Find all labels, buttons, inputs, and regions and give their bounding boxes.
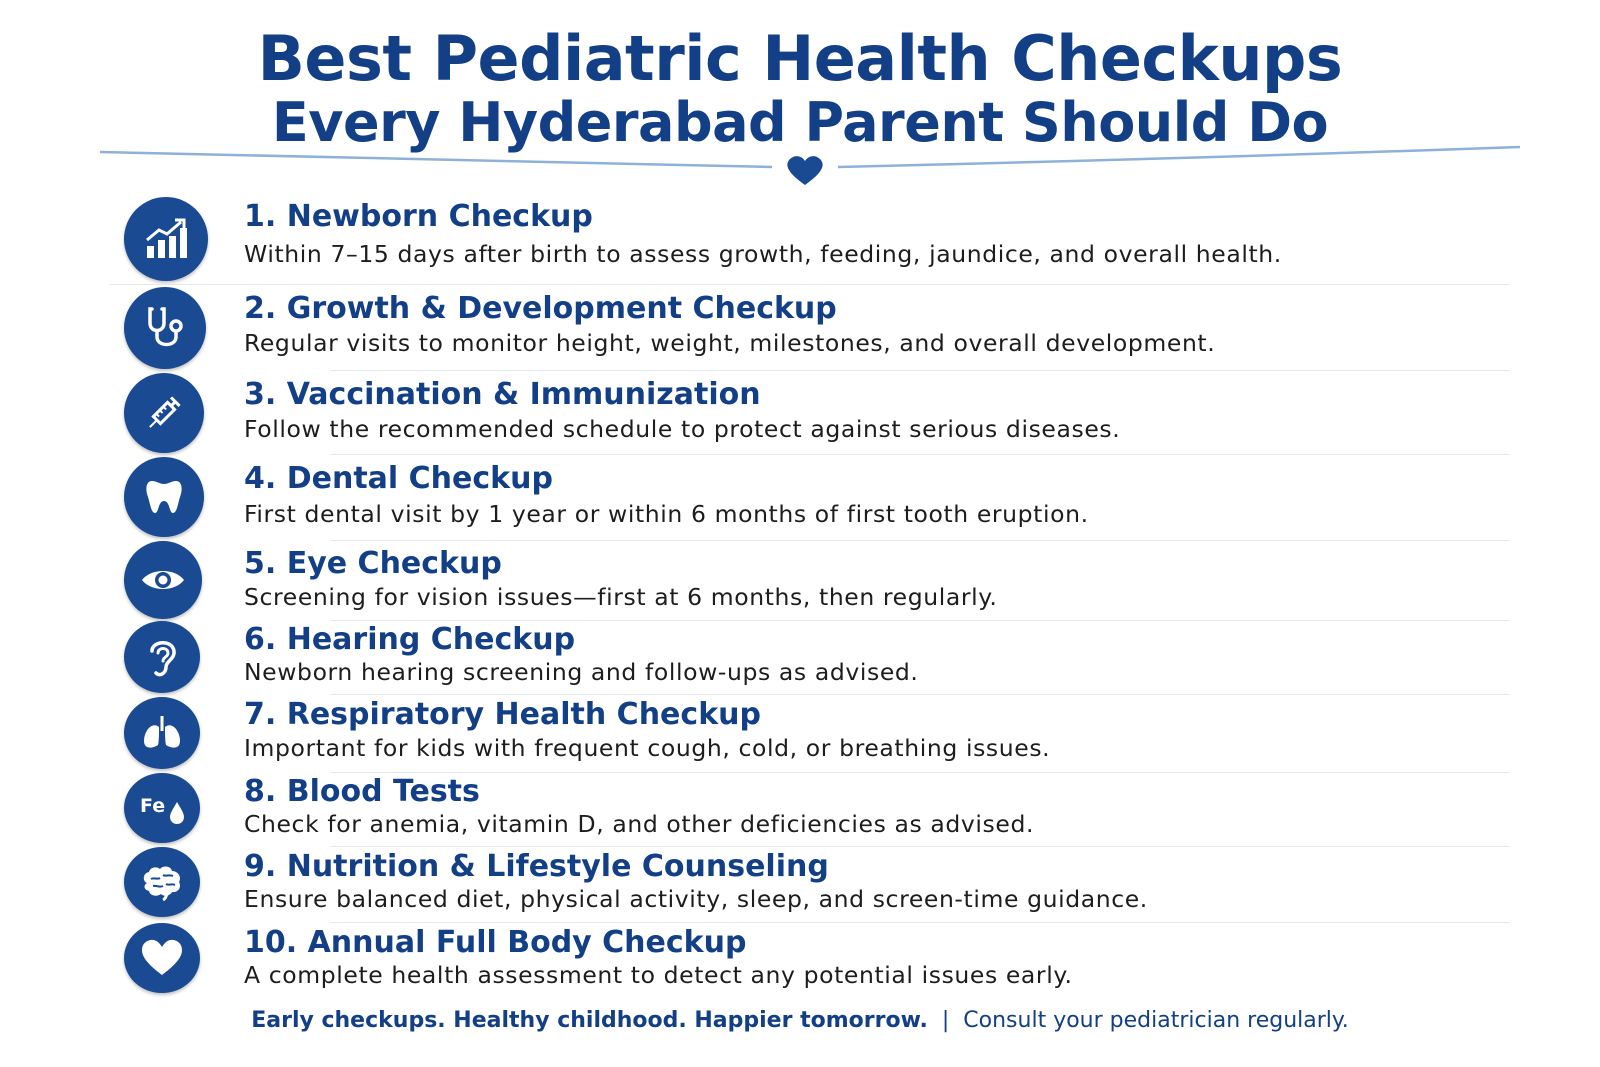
item-title: 6. Hearing Checkup bbox=[244, 622, 576, 657]
checkup-item-10 bbox=[110, 923, 1510, 999]
item-description: A complete health assessment to detect any potential issues early. bbox=[244, 961, 1073, 989]
item-title: 10. Annual Full Body Checkup bbox=[244, 925, 747, 960]
checkup-item-8 bbox=[110, 773, 1510, 847]
item-title: 8. Blood Tests bbox=[244, 774, 480, 809]
footer-note: Consult your pediatrician regularly. bbox=[963, 1008, 1349, 1033]
item-title: 1. Newborn Checkup bbox=[244, 199, 593, 234]
item-title: 3. Vaccination & Immunization bbox=[244, 377, 761, 412]
eye-icon bbox=[124, 541, 202, 619]
growth-chart-icon bbox=[124, 197, 208, 281]
item-description: Within 7–15 days after birth to assess growth, feeding, jaundice, and overall health. bbox=[244, 240, 1282, 268]
checkup-item-1 bbox=[110, 195, 1510, 285]
stethoscope-icon bbox=[124, 287, 206, 369]
heart-divider-icon bbox=[787, 156, 822, 185]
item-title: 4. Dental Checkup bbox=[244, 461, 553, 496]
item-description: Check for anemia, vitamin D, and other deficiencies as advised. bbox=[244, 810, 1035, 838]
item-description: First dental visit by 1 year or within 6 months of first tooth eruption. bbox=[244, 500, 1089, 528]
item-description: Regular visits to monitor height, weight, milestones, and overall development. bbox=[244, 329, 1216, 357]
item-description: Ensure balanced diet, physical activity, sleep, and screen-time guidance. bbox=[244, 885, 1148, 913]
checkup-item-3 bbox=[110, 371, 1510, 455]
item-title: 5. Eye Checkup bbox=[244, 546, 502, 581]
item-description: Screening for vision issues—first at 6 months, then regularly. bbox=[244, 583, 998, 611]
lungs-icon bbox=[124, 697, 200, 769]
item-title: 2. Growth & Development Checkup bbox=[244, 291, 837, 326]
item-title: 7. Respiratory Health Checkup bbox=[244, 697, 761, 732]
item-title: 9. Nutrition & Lifestyle Counseling bbox=[244, 849, 829, 884]
item-description: Follow the recommended schedule to protect against serious diseases. bbox=[244, 415, 1121, 443]
checkup-item-6 bbox=[110, 621, 1510, 695]
checkup-item-7 bbox=[110, 695, 1510, 773]
footer-separator: | bbox=[941, 1008, 950, 1033]
page-subtitle: Every Hyderabad Parent Should Do bbox=[271, 91, 1329, 154]
tooth-icon bbox=[124, 457, 204, 537]
heart-icon bbox=[124, 923, 200, 993]
ear-icon bbox=[124, 621, 200, 693]
page-title: Best Pediatric Health Checkups bbox=[257, 22, 1343, 95]
item-description: Important for kids with frequent cough, cold, or breathing issues. bbox=[244, 734, 1051, 762]
item-description: Newborn hearing screening and follow-ups as advised. bbox=[244, 658, 919, 686]
syringe-icon bbox=[124, 373, 204, 453]
title-divider bbox=[100, 145, 1520, 195]
checkup-item-4 bbox=[110, 455, 1510, 541]
blood-drop-icon bbox=[124, 773, 200, 843]
brain-icon bbox=[124, 847, 200, 917]
iron-symbol: Fe bbox=[140, 795, 166, 817]
checkup-item-9 bbox=[110, 847, 1510, 923]
footer bbox=[0, 1006, 1600, 1036]
checkup-item-2 bbox=[110, 285, 1510, 371]
footer-tagline: Early checkups. Healthy childhood. Happier tomorrow. bbox=[251, 1008, 928, 1033]
checkup-item-5 bbox=[110, 541, 1510, 621]
